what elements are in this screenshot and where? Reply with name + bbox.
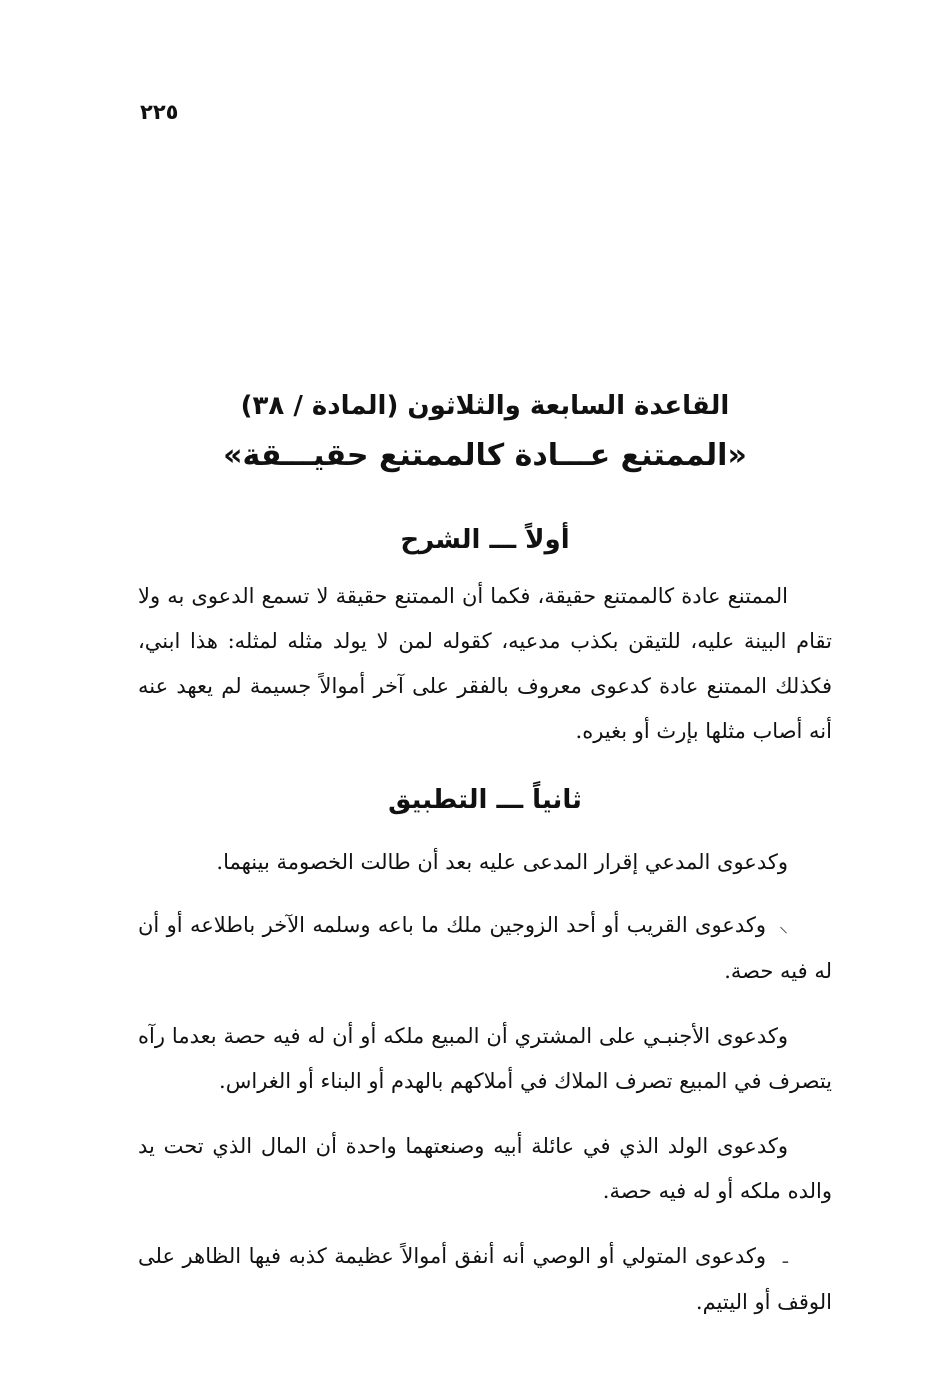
application-paragraph-marked: [138, 903, 832, 994]
section-heading-application: ثانياً ـــ التطبيق: [388, 785, 582, 815]
application-paragraph-text: وكدعوى المتولي أو الوصي أنه أنفق أموالاً عظيمة كذبه فيها الظاهر على الوقف أو اليتيم.: [138, 1244, 832, 1314]
application-paragraph-marked: [138, 1234, 832, 1325]
application-paragraph: وكدعوى المدعي إقرار المدعى عليه بعد أن طالت الخصومة بينهما.: [216, 850, 788, 874]
application-paragraph-text: وكدعوى القريب أو أحد الزوجين ملك ما باعه وسلمه الآخر باطلاعه أو أن له فيه حصة.: [138, 913, 832, 983]
application-paragraph: وكدعوى الأجنبـي على المشتري أن المبيع ملكه أو أن له فيه حصة بعدما رآه يتصرف في المبيع تصرف الملاك في أملاكهم بالهدم أو البناء أو الغراس.: [138, 1024, 832, 1093]
rule-title: القاعدة السابعة والثلاثون (المادة / ٣٨): [240, 391, 730, 421]
page-content: [138, 384, 832, 1325]
page-number: ٢٢٥: [140, 100, 179, 124]
explanation-paragraph: الممتنع عادة كالممتنع حقيقة، فكما أن الممتنع حقيقة لا تسمع الدعوى به ولا تقام البينة عليه، للتيقن بكذب مدعيه، كقوله لمن لا يولد مثله لمثله: هذا ابني، فكذلك الممتنع عادة كدعوى معروف بالفقر على آخر أموالاً جسيمة لم يعهد عنه أنه أصاب مثلها بإرث أو بغيره.: [138, 584, 832, 743]
margin-mark-icon: ⸝: [779, 916, 788, 937]
application-paragraph: وكدعوى الولد الذي في عائلة أبيه وصنعتهما واحدة أن المال الذي تحت يد والده ملكه أو له فيه حصة.: [138, 1134, 832, 1203]
section-heading-explanation: أولاً ـــ الشرح: [400, 525, 570, 555]
rule-subtitle: «الممتنع عـــادة كالممتنع حقيـــقة»: [223, 438, 747, 473]
margin-mark-icon: ـ: [782, 1247, 788, 1268]
